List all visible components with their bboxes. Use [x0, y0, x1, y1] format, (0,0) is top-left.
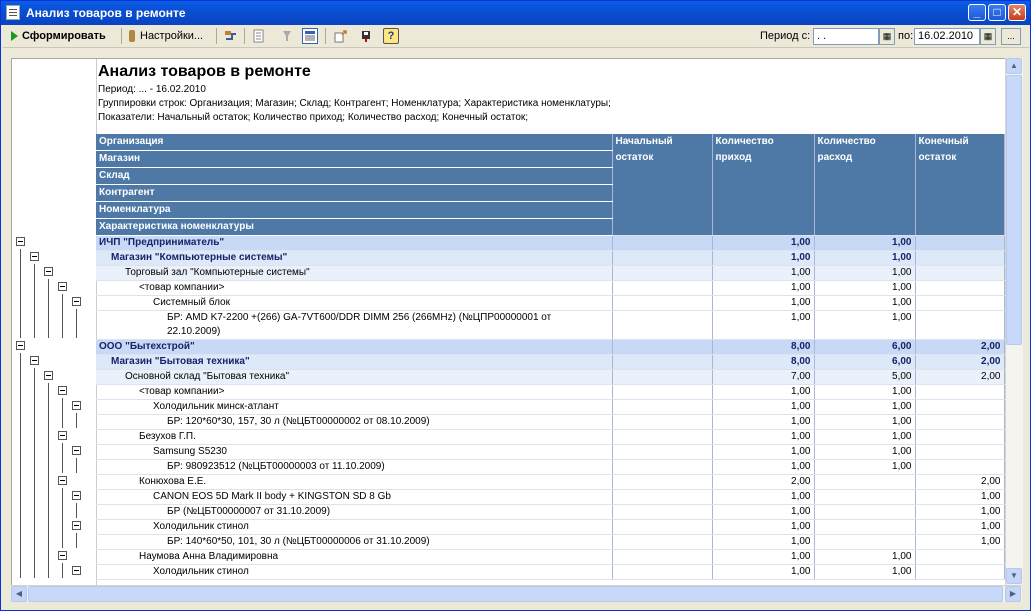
- help-icon[interactable]: ?: [383, 28, 399, 44]
- cell-outcome: [814, 535, 915, 550]
- calendar-to-icon[interactable]: ▦: [980, 28, 996, 45]
- cell-outcome: 1,00: [814, 415, 915, 430]
- cell-final: [915, 460, 1004, 475]
- period-select-button[interactable]: ...: [1001, 28, 1021, 45]
- report-row[interactable]: [96, 415, 1004, 430]
- row-name: <товар компании>: [96, 385, 612, 400]
- header-income: Количество приход: [712, 134, 814, 236]
- row-name: Торговый зал "Компьютерные системы": [96, 266, 612, 281]
- vertical-scrollbar[interactable]: [1005, 58, 1023, 585]
- report-row[interactable]: [96, 520, 1004, 535]
- cell-income: 1,00: [712, 445, 814, 460]
- cell-outcome: 1,00: [814, 266, 915, 281]
- generate-label: Сформировать: [22, 30, 106, 42]
- wrench-icon: [129, 30, 135, 42]
- collapse-node-icon[interactable]: [72, 297, 81, 306]
- cell-initial: [612, 490, 712, 505]
- row-name: Системный блок: [96, 296, 612, 311]
- report-row[interactable]: [96, 565, 1004, 580]
- header-group-1: Магазин: [96, 151, 612, 168]
- window-title: Анализ товаров в ремонте: [26, 6, 186, 20]
- horizontal-scrollbar[interactable]: [11, 585, 1022, 602]
- cell-income: 1,00: [712, 490, 814, 505]
- report-title: Анализ товаров в ремонте: [98, 63, 311, 80]
- header-group-0: Организация: [96, 134, 612, 151]
- cell-final: [915, 385, 1004, 400]
- cell-final: 1,00: [915, 535, 1004, 550]
- cell-final: 1,00: [915, 490, 1004, 505]
- report-row[interactable]: [96, 251, 1004, 266]
- scroll-down-icon[interactable]: ▼: [1006, 568, 1022, 584]
- scroll-left-icon[interactable]: ◀: [11, 586, 27, 602]
- report-indicators: Показатели: Начальный остаток; Количество приход; Количество расход; Конечный остаток;: [98, 112, 529, 123]
- cell-income: 1,00: [712, 505, 814, 520]
- cell-income: 2,00: [712, 475, 814, 490]
- settings-button[interactable]: [129, 27, 203, 45]
- report-document-icon: [6, 5, 20, 20]
- row-name: БР: 120*60*30, 157, 30 л (№ЦБТ00000002 от 08.10.2009): [96, 415, 612, 430]
- cell-income: 1,00: [712, 460, 814, 475]
- cell-final: [915, 400, 1004, 415]
- cell-income: 1,00: [712, 550, 814, 565]
- row-name: ООО "Бытехстрой": [96, 340, 612, 355]
- row-name: Магазин "Бытовая техника": [96, 355, 612, 370]
- period-from-input[interactable]: . .: [813, 28, 879, 45]
- cell-income: 1,00: [712, 296, 814, 311]
- row-name: Холодильник стинол: [96, 565, 612, 580]
- cell-income: 8,00: [712, 340, 814, 355]
- row-name: Холодильник минск-атлант: [96, 400, 612, 415]
- cell-outcome: 5,00: [814, 370, 915, 385]
- cell-final: [915, 311, 1004, 340]
- cell-income: 1,00: [712, 520, 814, 535]
- cell-outcome: 6,00: [814, 340, 915, 355]
- cell-outcome: 1,00: [814, 385, 915, 400]
- cell-initial: [612, 296, 712, 311]
- cell-initial: [612, 385, 712, 400]
- row-name: Основной склад "Бытовая техника": [96, 370, 612, 385]
- cell-initial: [612, 520, 712, 535]
- cell-income: 1,00: [712, 251, 814, 266]
- collapse-node-icon[interactable]: [72, 446, 81, 455]
- scroll-up-icon[interactable]: ▲: [1006, 58, 1022, 74]
- collapse-node-icon[interactable]: [58, 386, 67, 395]
- report-row[interactable]: [96, 296, 1004, 311]
- row-name: <товар компании>: [96, 281, 612, 296]
- cell-initial: [612, 460, 712, 475]
- cell-income: 1,00: [712, 236, 814, 251]
- cell-outcome: 1,00: [814, 400, 915, 415]
- report-row[interactable]: [96, 460, 1004, 475]
- collapse-node-icon[interactable]: [72, 401, 81, 410]
- cell-outcome: 1,00: [814, 430, 915, 445]
- collapse-node-icon[interactable]: [30, 356, 39, 365]
- cell-income: 8,00: [712, 355, 814, 370]
- header-group-2: Склад: [96, 168, 612, 185]
- cell-income: 1,00: [712, 311, 814, 340]
- cell-income: 1,00: [712, 281, 814, 296]
- report-row[interactable]: [96, 475, 1004, 490]
- vertical-scroll-thumb[interactable]: [1006, 75, 1022, 345]
- report-row[interactable]: [96, 490, 1004, 505]
- report-row[interactable]: [96, 370, 1004, 385]
- cell-outcome: 1,00: [814, 311, 915, 340]
- cell-initial: [612, 340, 712, 355]
- row-name: Холодильник стинол: [96, 520, 612, 535]
- row-name: CANON EOS 5D Mark II body + KINGSTON SD 8 Gb: [96, 490, 612, 505]
- period-to-input[interactable]: 16.02.2010: [914, 28, 980, 45]
- row-name: БР (№ЦБТ00000007 от 31.10.2009): [96, 505, 612, 520]
- filter-icon[interactable]: [251, 28, 267, 44]
- report-row[interactable]: [96, 355, 1004, 370]
- save-icon[interactable]: [358, 28, 374, 44]
- row-name: ИЧП "Предприниматель": [96, 236, 612, 251]
- cell-outcome: 6,00: [814, 355, 915, 370]
- report-row[interactable]: [96, 281, 1004, 296]
- cell-final: [915, 251, 1004, 266]
- header-final: Конечный остаток: [915, 134, 1004, 236]
- collapse-node-icon[interactable]: [16, 237, 25, 246]
- collapse-node-icon[interactable]: [58, 476, 67, 485]
- cell-initial: [612, 236, 712, 251]
- cell-final: [915, 281, 1004, 296]
- layout-icon[interactable]: [302, 28, 318, 44]
- cell-initial: [612, 430, 712, 445]
- generate-button[interactable]: [11, 27, 106, 45]
- calendar-from-icon[interactable]: ▦: [879, 28, 895, 45]
- cell-initial: [612, 251, 712, 266]
- cell-income: 1,00: [712, 430, 814, 445]
- report-area[interactable]: [11, 58, 1006, 586]
- cell-outcome: 1,00: [814, 281, 915, 296]
- cell-initial: [612, 266, 712, 281]
- cell-initial: [612, 535, 712, 550]
- cell-income: 1,00: [712, 400, 814, 415]
- cell-outcome: [814, 475, 915, 490]
- report-period: Период: ... - 16.02.2010: [98, 84, 206, 95]
- cell-outcome: 1,00: [814, 296, 915, 311]
- collapse-node-icon[interactable]: [44, 267, 53, 276]
- row-name: Конюхова Е.Е.: [96, 475, 612, 490]
- cell-income: 1,00: [712, 385, 814, 400]
- cell-income: 1,00: [712, 535, 814, 550]
- play-icon: [11, 31, 18, 41]
- collapse-node-icon[interactable]: [72, 521, 81, 530]
- cell-initial: [612, 505, 712, 520]
- report-row[interactable]: [96, 550, 1004, 565]
- header-group-5: Характеристика номенклатуры: [96, 219, 612, 236]
- cell-income: 1,00: [712, 266, 814, 281]
- minimize-button[interactable]: _: [968, 4, 986, 21]
- collapse-node-icon[interactable]: [30, 252, 39, 261]
- report-row[interactable]: [96, 311, 1004, 340]
- row-name: БР: 140*60*50, 101, 30 л (№ЦБТ00000006 от 31.10.2009): [96, 535, 612, 550]
- header-group-4: Номенклатура: [96, 202, 612, 219]
- header-group-3: Контрагент: [96, 185, 612, 202]
- cell-final: [915, 565, 1004, 580]
- cell-initial: [612, 281, 712, 296]
- report-row[interactable]: [96, 430, 1004, 445]
- report-row[interactable]: [96, 505, 1004, 520]
- toolbar: [3, 25, 1029, 48]
- sort-icon[interactable]: [279, 28, 295, 44]
- title-bar[interactable]: [1, 1, 1030, 25]
- settings-label: Настройки...: [140, 30, 204, 42]
- cell-final: 2,00: [915, 340, 1004, 355]
- report-groupings: Группировки строк: Организация; Магазин; Склад; Контрагент; Номенклатура; Характеристика номенклатуры;: [98, 98, 611, 109]
- collapse-node-icon[interactable]: [44, 371, 53, 380]
- cell-final: 2,00: [915, 355, 1004, 370]
- cell-outcome: 1,00: [814, 445, 915, 460]
- close-button[interactable]: ✕: [1008, 4, 1026, 21]
- cell-final: [915, 296, 1004, 311]
- report-row[interactable]: [96, 385, 1004, 400]
- cell-outcome: 1,00: [814, 251, 915, 266]
- collapse-node-icon[interactable]: [58, 551, 67, 560]
- cell-outcome: [814, 505, 915, 520]
- report-row[interactable]: [96, 266, 1004, 281]
- cell-initial: [612, 355, 712, 370]
- cell-final: [915, 266, 1004, 281]
- cell-final: 1,00: [915, 505, 1004, 520]
- horizontal-scroll-thumb[interactable]: [28, 586, 1003, 602]
- cell-income: 7,00: [712, 370, 814, 385]
- period-to-label: по:: [898, 30, 914, 42]
- cell-outcome: 1,00: [814, 565, 915, 580]
- collapse-node-icon[interactable]: [58, 282, 67, 291]
- row-name: Samsung S5230: [96, 445, 612, 460]
- row-name: Магазин "Компьютерные системы": [96, 251, 612, 266]
- collapse-node-icon[interactable]: [72, 491, 81, 500]
- report-table: [96, 134, 1005, 580]
- cell-final: 1,00: [915, 520, 1004, 535]
- cell-income: 1,00: [712, 565, 814, 580]
- cell-outcome: 1,00: [814, 550, 915, 565]
- cell-income: 1,00: [712, 415, 814, 430]
- cell-outcome: 1,00: [814, 236, 915, 251]
- cell-final: 2,00: [915, 370, 1004, 385]
- cell-initial: [612, 370, 712, 385]
- cell-final: [915, 236, 1004, 251]
- grouping-tree-column: [12, 59, 97, 586]
- period-from-label: Период с:: [760, 30, 811, 42]
- cell-final: 2,00: [915, 475, 1004, 490]
- refresh-variant-icon[interactable]: [223, 28, 239, 44]
- header-outcome: Количество расход: [814, 134, 915, 236]
- header-initial: Начальный остаток: [612, 134, 712, 236]
- export-icon[interactable]: [333, 28, 349, 44]
- cell-outcome: [814, 490, 915, 505]
- row-name: БР: AMD K7-2200 +(266) GA-7VT600/DDR DIMM 256 (266MHz) (№ЦПР00000001 от 22.10.2009): [96, 311, 612, 340]
- row-name: Наумова Анна Владимировна: [96, 550, 612, 565]
- cell-outcome: [814, 520, 915, 535]
- cell-outcome: 1,00: [814, 460, 915, 475]
- collapse-node-icon[interactable]: [72, 566, 81, 575]
- cell-initial: [612, 445, 712, 460]
- report-row[interactable]: [96, 400, 1004, 415]
- cell-initial: [612, 400, 712, 415]
- report-row[interactable]: [96, 445, 1004, 460]
- maximize-button[interactable]: □: [988, 4, 1006, 21]
- report-header: [96, 59, 1006, 129]
- cell-final: [915, 550, 1004, 565]
- collapse-node-icon[interactable]: [58, 431, 67, 440]
- cell-initial: [612, 550, 712, 565]
- report-row[interactable]: [96, 236, 1004, 251]
- cell-initial: [612, 415, 712, 430]
- row-name: БР: 980923512 (№ЦБТ00000003 от 11.10.2009): [96, 460, 612, 475]
- cell-final: [915, 430, 1004, 445]
- collapse-node-icon[interactable]: [16, 341, 25, 350]
- scroll-right-icon[interactable]: ▶: [1005, 586, 1021, 602]
- cell-final: [915, 445, 1004, 460]
- report-row[interactable]: [96, 340, 1004, 355]
- cell-initial: [612, 311, 712, 340]
- cell-initial: [612, 565, 712, 580]
- cell-initial: [612, 475, 712, 490]
- cell-final: [915, 415, 1004, 430]
- report-row[interactable]: [96, 535, 1004, 550]
- row-name: Безухов Г.П.: [96, 430, 612, 445]
